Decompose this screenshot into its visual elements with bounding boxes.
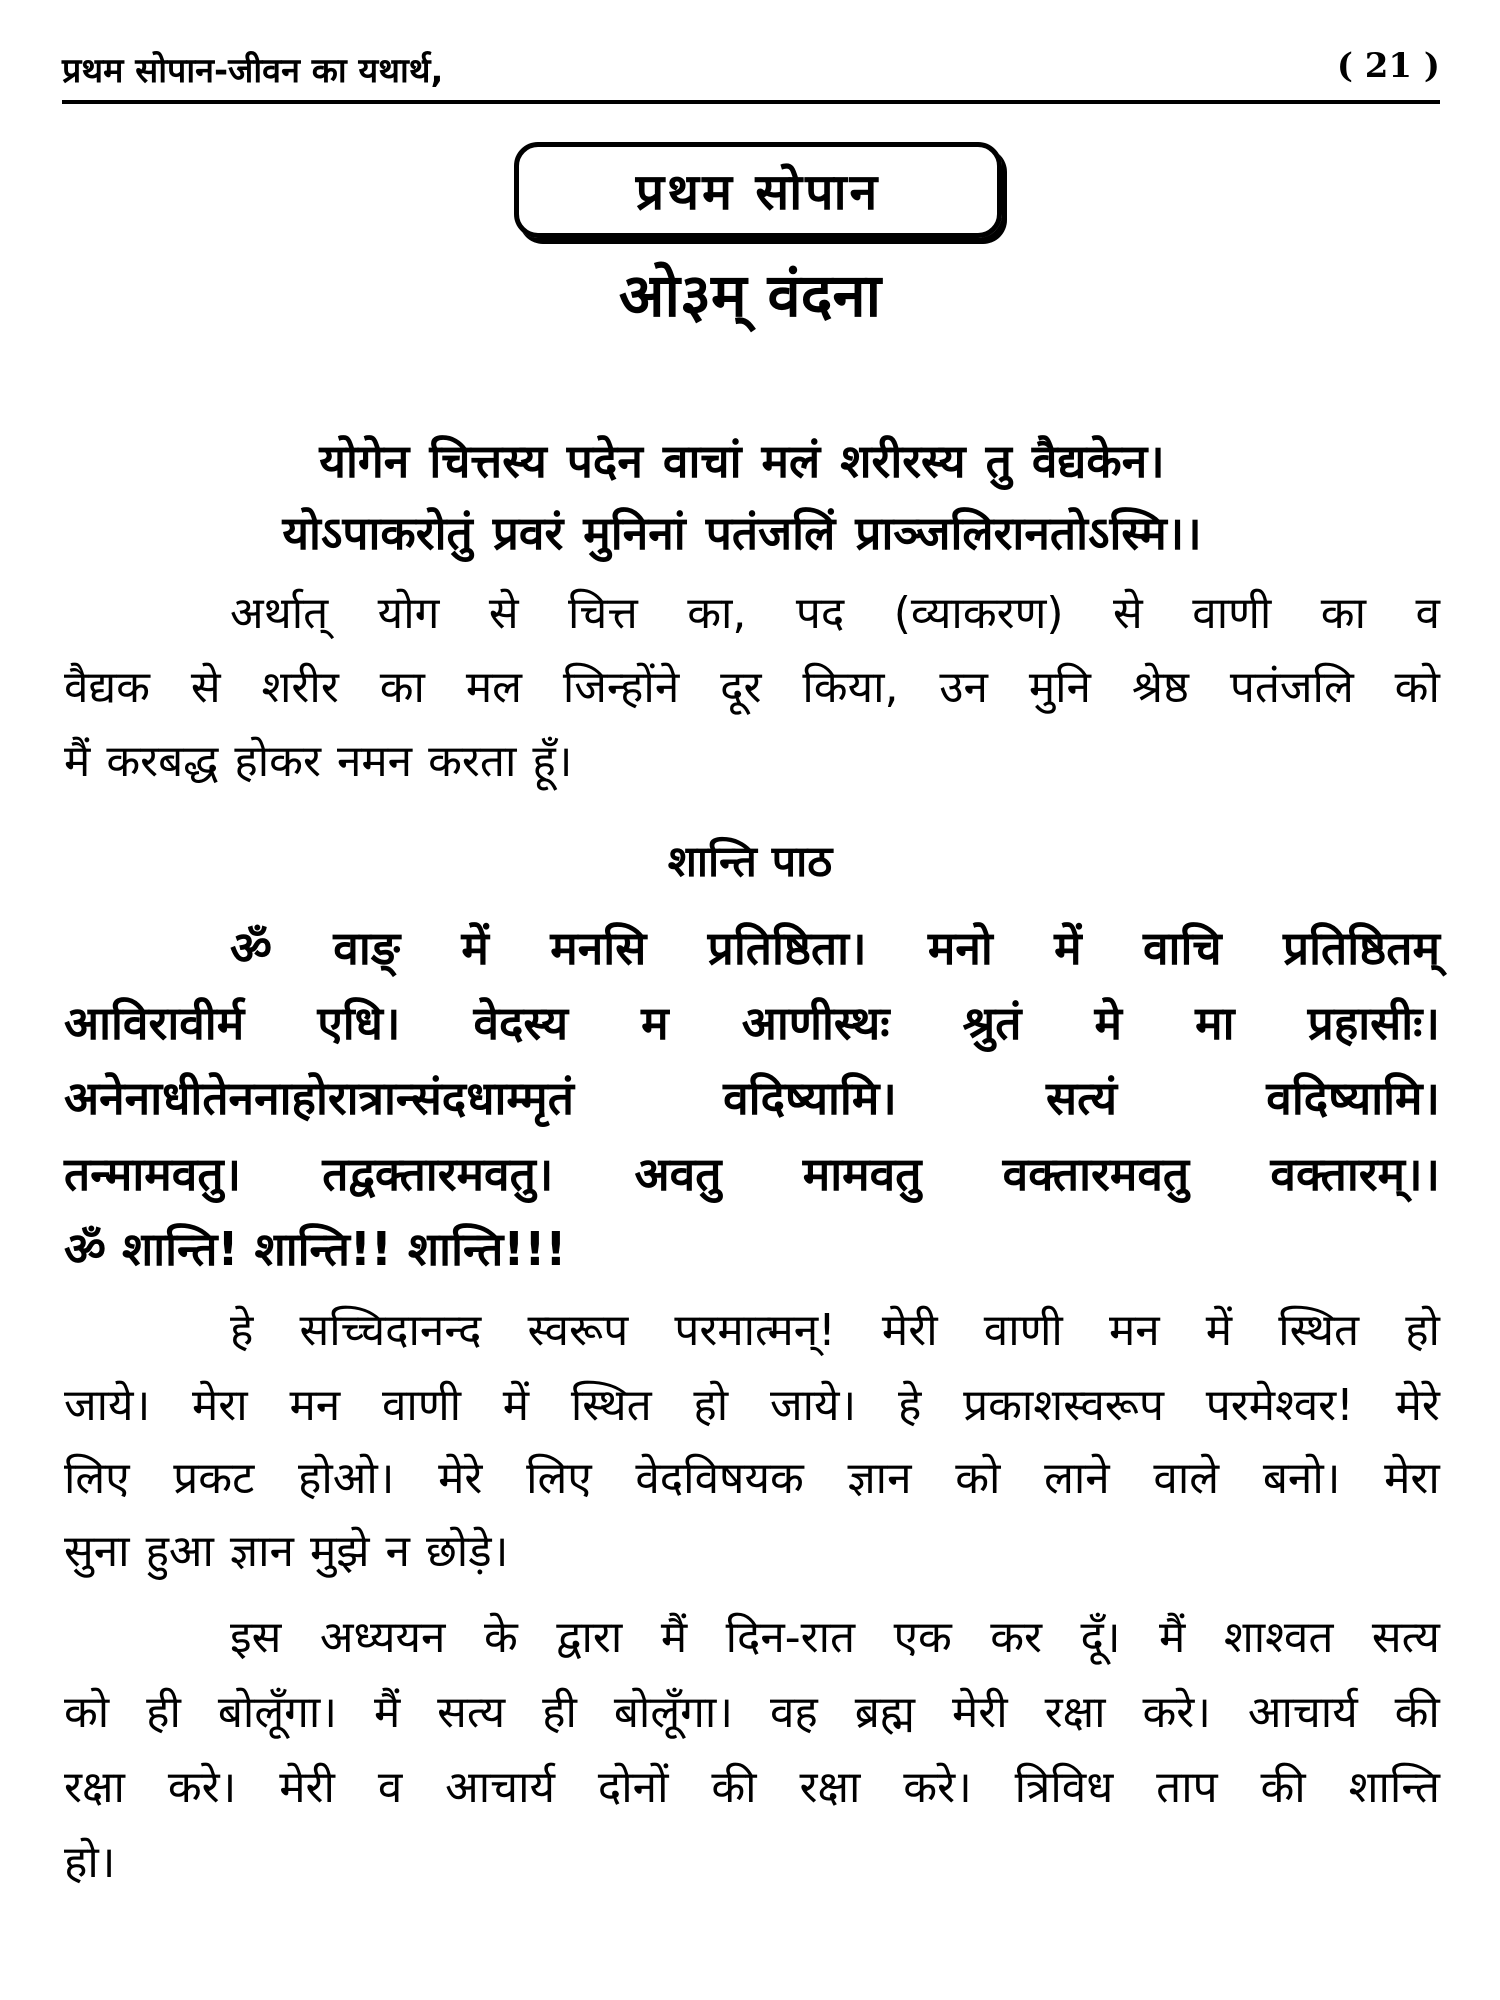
word: मेरी [951,1687,1008,1738]
paragraph-line [64,1451,1440,1507]
word: करे। [167,1762,237,1813]
word: पद [795,588,845,639]
word: प्रतिष्ठिता। [707,921,867,975]
word: रक्षा [64,1762,125,1813]
verse-line [64,505,1440,561]
word: मैं [373,1687,401,1738]
paragraph-line [64,734,1440,790]
word: परमात्मन्! [674,1305,836,1356]
word: अनेनाधीतेननाहोरात्रान्संदधाम्मृतं [64,1071,574,1125]
word: जाये। [64,1380,151,1431]
word: शाश्वत [1223,1612,1334,1663]
word: प्राञ्जलिरानतोऽस्मि।। [855,506,1202,560]
word: मे [1094,996,1123,1050]
word: का, [687,588,747,639]
main-heading: ओ३म् वंदना [618,262,882,331]
word: योगेन [319,434,410,488]
mantra-line [64,1070,1440,1126]
word: व [1415,588,1440,639]
chapter-title-box [514,142,1002,238]
word: हो [1405,1305,1440,1356]
word: सच्चिदानन्द [299,1305,482,1356]
word: सत्य [437,1687,506,1738]
word: प्रवरं [492,506,564,560]
word: योऽपाकरोतुं [282,506,473,560]
word: में [502,1380,530,1431]
mantra-line [230,920,1440,976]
paragraph-line [230,586,1440,642]
word: मुझे [309,1526,370,1577]
word: करे। [1142,1687,1211,1738]
word: का [379,662,425,713]
word: स्थित [570,1380,652,1431]
word: पदेन [566,434,643,488]
paragraph-line [64,1524,1440,1580]
word: आचार्य [1247,1687,1358,1738]
word: मैं [64,736,91,787]
word: छोड़े। [425,1526,509,1577]
word: सत्यं [1045,1071,1118,1125]
paragraph-line [64,1760,1440,1816]
word: मुनिनां [583,506,686,560]
word: वेदविषयक [635,1453,804,1504]
word: रक्षा [799,1762,861,1813]
paragraph-line [230,1610,1440,1666]
word: न [385,1526,410,1577]
word: शरीरस्य [840,434,966,488]
section-heading: शान्ति पाठ [667,837,833,887]
paragraph-line [64,1835,1440,1891]
word: अध्ययन [319,1612,446,1663]
word: वेदस्य [473,996,569,1050]
word: मन [1108,1305,1160,1356]
word: पतंजलि [1229,662,1354,713]
word: हो। [64,1837,116,1888]
word: प्रकाशस्वरूप [963,1380,1164,1431]
word: इस [230,1612,282,1663]
word: मनसि [550,921,647,975]
word: स्थित [1278,1305,1360,1356]
word: चित्त [568,588,638,639]
word: का [1320,588,1366,639]
word: श्रुतं [962,996,1022,1050]
word: वाणी [381,1380,462,1431]
word: ज्ञान [229,1526,294,1577]
word: मल [465,662,522,713]
word: रक्षा [1044,1687,1106,1738]
word: दोनों [597,1762,669,1813]
paragraph-line [230,1303,1440,1359]
word: योग [377,588,440,639]
word: मैं [1159,1612,1186,1663]
chapter-title: प्रथम सोपान [635,163,881,221]
word: दूर [720,662,762,713]
word: अवतु [634,1147,722,1201]
word: को [1394,662,1440,713]
word: वाचां [662,434,742,488]
word: से [488,588,519,639]
word: शरीर [261,662,339,713]
word: ही [542,1687,577,1738]
word: की [1260,1762,1306,1813]
word: मेरा [1384,1453,1440,1504]
word: वैद्यक [64,662,150,713]
running-header-title: प्रथम सोपान-जीवन का यथार्थ, [62,51,444,91]
word: शान्ति [1348,1762,1440,1813]
word: आविरावीर्म [64,996,245,1050]
word: मेरी [279,1762,335,1813]
word: तु [985,434,1012,488]
word: कर [990,1612,1043,1663]
word: ॐ [64,1222,106,1276]
word: द्वारा [556,1612,623,1663]
word: मनो [927,921,993,975]
word: सुना [64,1526,130,1577]
word: अर्थात् [230,588,329,639]
mantra-line [64,1221,1440,1277]
word: व [377,1762,403,1813]
word: जिन्होंने [562,662,680,713]
word: दूँ। [1080,1612,1121,1663]
word: होकर [234,736,321,787]
word: के [483,1612,518,1663]
word: प्रकट [173,1453,255,1504]
word: तन्मामवतु। [64,1147,242,1201]
running-header [62,44,1440,104]
word: ही [146,1687,181,1738]
word: ब्रह्म [854,1687,916,1738]
word: में [1054,921,1082,975]
word: की [711,1762,757,1813]
word: त्रिविध [1014,1762,1114,1813]
word: सत्य [1371,1612,1440,1663]
word: वक्तारम्।। [1270,1147,1440,1201]
word: बोलूँगा। [613,1687,734,1738]
word: श्रेष्ठ [1131,662,1189,713]
word: जाये। [769,1380,857,1431]
word: उन [939,662,988,713]
word: वाणी [1192,588,1272,639]
word: आणीस्थः [741,996,890,1050]
paragraph-line [64,660,1440,716]
word: ज्ञान [847,1453,912,1504]
word: लिए [64,1453,130,1504]
word: को [64,1687,110,1738]
word: बोलूँगा। [217,1687,338,1738]
verse-line [64,433,1440,489]
word: वदिष्यामि। [1266,1071,1440,1125]
page-number: ( 21 ) [1336,46,1440,86]
word: परमेश्वर! [1205,1380,1354,1431]
word: करता [428,736,517,787]
word: मलं [761,434,821,488]
word: ताप [1156,1762,1218,1813]
word: की [1394,1687,1440,1738]
word: वह [769,1687,818,1738]
word: (व्याकरण) [893,588,1064,639]
word: से [190,662,221,713]
word: होओ। [297,1453,395,1504]
word: हे [230,1305,254,1356]
word: हुआ [145,1526,214,1577]
word: लाने [1044,1453,1110,1504]
word: प्रहासीः। [1307,996,1440,1050]
word: पतंजलिं [705,506,836,560]
word: मैं [660,1612,688,1663]
word: बनो। [1262,1453,1341,1504]
paragraph-line [64,1685,1440,1741]
word: ॐ [230,921,272,975]
word: मन [289,1380,341,1431]
word: हूँ। [532,736,573,787]
word: स्वरूप [527,1305,629,1356]
word: वाणी [983,1305,1063,1356]
word: नमन [336,736,413,787]
word: मुनि [1028,662,1091,713]
word: में [1205,1305,1233,1356]
word: मेरा [192,1380,248,1431]
word: को [955,1453,1001,1504]
word: करे। [903,1762,972,1813]
word: से [1113,588,1143,639]
word: शान्ति! [121,1222,239,1276]
word: मा [1195,996,1235,1050]
word: वाले [1153,1453,1220,1504]
word: म [641,996,669,1050]
word: प्रतिष्ठितम् [1282,921,1440,975]
word: किया, [802,662,899,713]
word: शान्ति!! [254,1222,392,1276]
word: में [461,921,489,975]
word: मेरे [438,1453,483,1504]
mantra-line [64,1146,1440,1202]
word: मामवतु [802,1147,922,1201]
word: लिए [526,1453,592,1504]
word: चित्तस्य [429,434,547,488]
word: वाचि [1142,921,1222,975]
word: हो [693,1380,729,1431]
paragraph-line [64,1378,1440,1434]
word: वाङ् [333,921,401,975]
word: वदिष्यामि। [723,1071,897,1125]
word: आचार्य [445,1762,555,1813]
word: हे [897,1380,922,1431]
word: तद्वक्तारमवतु। [322,1147,554,1201]
word: मेरी [881,1305,938,1356]
word: वैद्यकेन। [1031,434,1165,488]
word: करबद्ध [106,736,219,787]
mantra-line [64,995,1440,1051]
word: शान्ति!!! [407,1222,567,1276]
word: एक [893,1612,952,1663]
word: दिन-रात [725,1612,856,1663]
word: मेरे [1395,1380,1440,1431]
word: एधि। [317,996,401,1050]
word: वक्तारमवतु [1002,1147,1190,1201]
